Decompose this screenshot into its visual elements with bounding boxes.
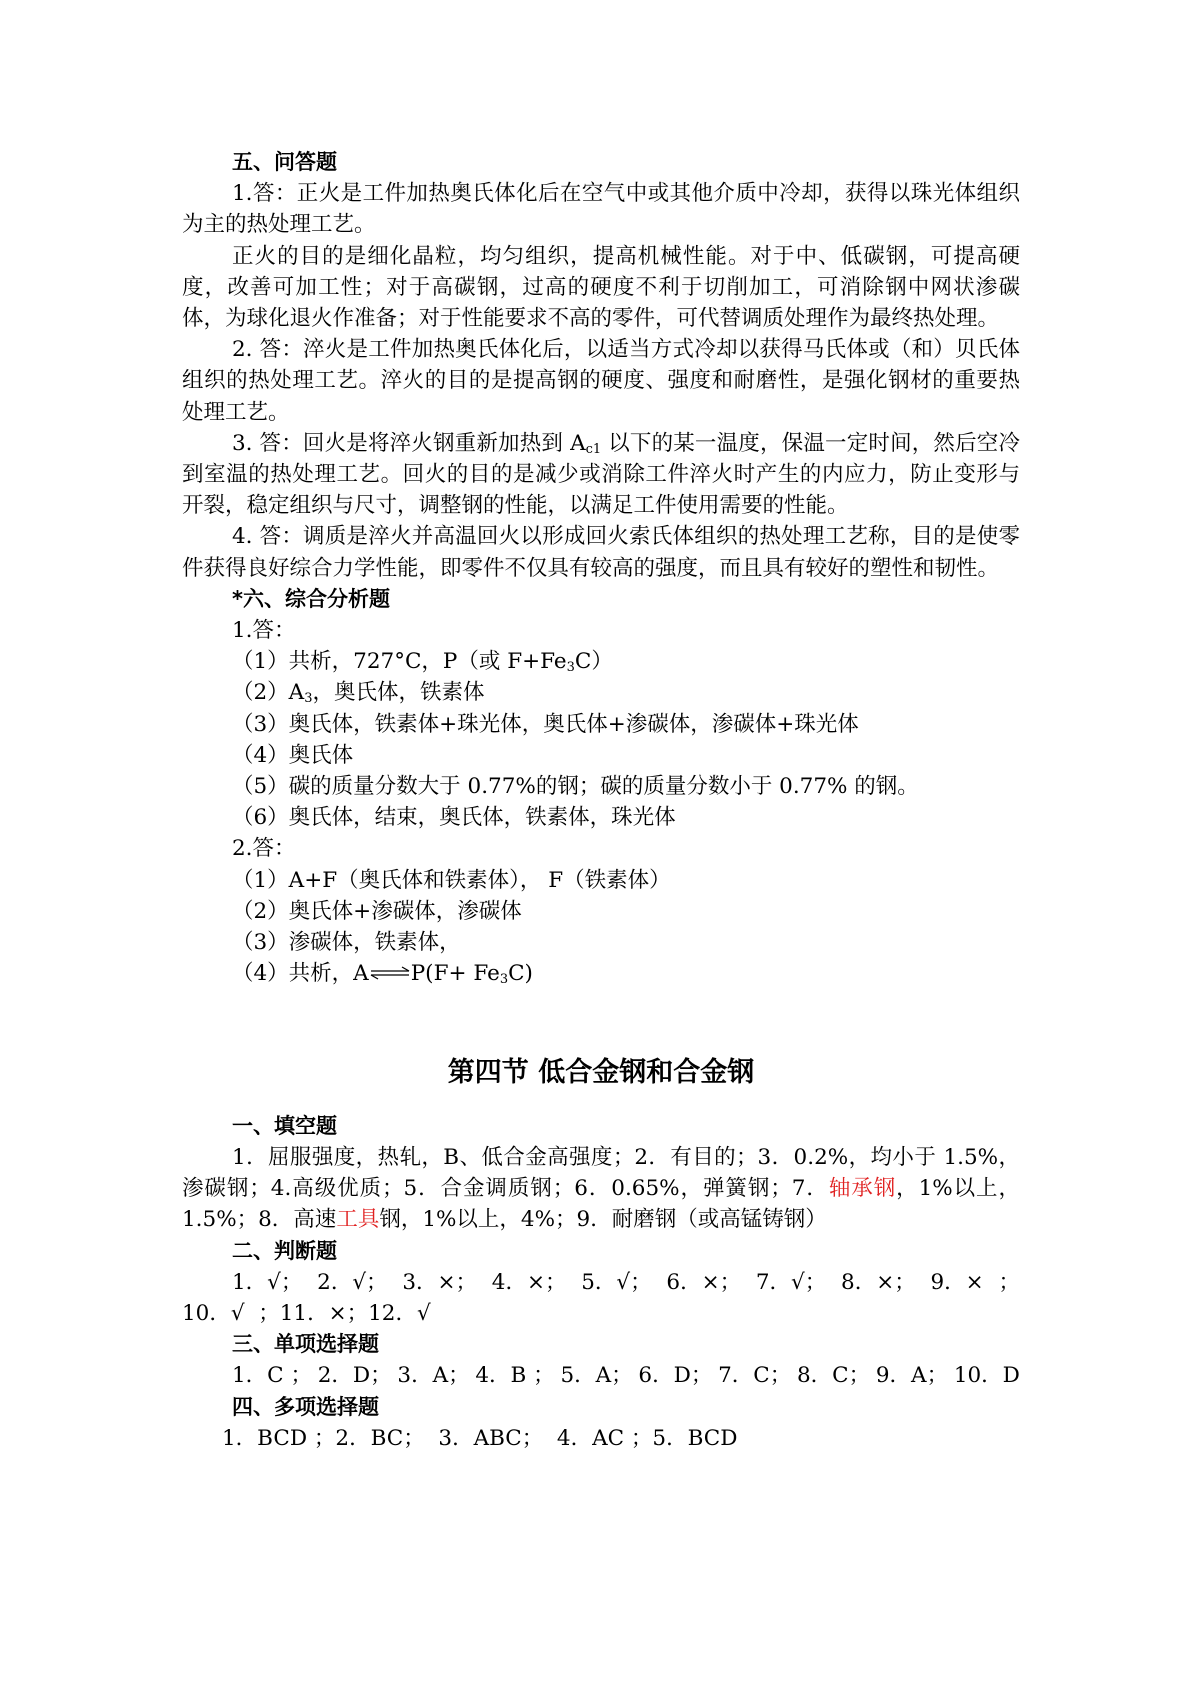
judge-answer: 1．√； <box>232 1269 303 1295</box>
judge-answer: 3．×； <box>402 1269 478 1295</box>
single-answer: 10．D <box>953 1363 1020 1389</box>
q2-item-3: （3）渗碳体，铁素体， <box>232 930 461 956</box>
q1-item-2-tail: ，奥氏体，铁素体 <box>312 680 485 706</box>
highlight-text: 轴承钢 <box>828 1176 897 1202</box>
subscript: c1 <box>585 441 602 457</box>
single-answer: 2．D； <box>317 1363 392 1389</box>
judge-answer: 7．√； <box>755 1269 827 1295</box>
q1-item-1-tail: C） <box>574 649 613 675</box>
question-2-label: 2.答： <box>232 836 296 862</box>
fill-text-b: ，1%以上，1.5%；8．高速 <box>182 1176 1020 1233</box>
fill-text-a: 1．屈服强度，热轧，B、低合金高强度；2．有目的；3．0.2%，均小于 1.5%，渗碳钢；4.高级优质；5．合金调质钢；6．0.65%，弹簧钢；7． <box>182 1144 1020 1202</box>
q1-item-3: （3）奥氏体，铁素体+珠光体，奥氏体+渗碳体，渗碳体+珠光体 <box>232 711 859 737</box>
section-heading-single: 三、单项选择题 <box>232 1332 379 1357</box>
answer-3-text-end: 以下的某一温度，保温一定时间，然后空冷到室温的热处理工艺。回火的目的是减少或消除工件淬火时产生的内应力，防止变形与开裂，稳定组织与尺寸，调整钢的性能，以满足工件使用需要的性能。 <box>182 430 1020 519</box>
single-answer: 7．C； <box>718 1363 792 1389</box>
answer-2-paragraph: 2. 答：淬火是工件加热奥氏体化后，以适当方式冷却以获得马氏体或（和）贝氏体组织的热处理工艺。淬火的目的是提高钢的硬度、强度和耐磨性，是强化钢材的重要热处理工艺。 <box>182 337 1020 425</box>
judge-answer: 9．× <box>930 1269 984 1295</box>
judge-answer: 4．×； <box>491 1269 567 1295</box>
judge-answer: ； <box>998 1269 1020 1295</box>
question-1-label: 1.答： <box>232 618 296 644</box>
single-choice-answers <box>182 1360 1020 1391</box>
page-content <box>182 147 1020 1454</box>
q1-item-1 <box>182 646 1020 677</box>
single-answer: 9．A； <box>875 1363 949 1389</box>
multi-choice-answers: 1．BCD ；2．BC； 3．ABC； 4．AC ；5．BCD <box>222 1425 738 1451</box>
subscript: 3 <box>566 660 575 676</box>
answer-3-text-start: 3. 答：回火是将淬火钢重新加热到 A <box>232 430 586 456</box>
q1-item-2 <box>182 677 1020 708</box>
section-heading-fill: 一、填空题 <box>232 1113 337 1138</box>
q2-item-2: （2）奥氏体+渗碳体，渗碳体 <box>232 898 522 924</box>
judge-answers-row-2: 10．√ ；11．×；12．√ <box>182 1300 431 1326</box>
fill-answers <box>182 1142 1020 1236</box>
single-answer: 1．C ； <box>232 1363 312 1389</box>
q2-item-4 <box>182 958 1020 989</box>
q1-item-2-text: （2）A <box>232 680 305 706</box>
single-answer: 5．A； <box>560 1363 633 1389</box>
section-heading-multi: 四、多项选择题 <box>232 1394 379 1419</box>
q1-item-5: （5）碳的质量分数大于 0.77%的钢；碳的质量分数小于 0.77% 的钢。 <box>232 774 919 800</box>
q2-item-1: （1）A+F（奥氏体和铁素体）， F（铁素体） <box>232 867 671 893</box>
single-answer: 3．A； <box>397 1363 470 1389</box>
highlight-text: 工具 <box>336 1207 380 1233</box>
section-title: 第四节 低合金钢和合金钢 <box>447 1057 755 1089</box>
judge-answer: 8．×； <box>841 1269 916 1295</box>
answer-3-paragraph <box>182 428 1020 522</box>
subscript: 3 <box>499 972 509 988</box>
q1-item-4: （4）奥氏体 <box>232 742 354 768</box>
subscript: 3 <box>304 691 313 707</box>
single-answer: 4．B ； <box>475 1363 555 1389</box>
section-heading-analysis: *六、综合分析题 <box>232 586 390 611</box>
single-answer: 8．C； <box>796 1363 871 1389</box>
reversible-reaction-arrow-icon <box>369 963 411 983</box>
judge-answer: 2．√； <box>317 1269 388 1295</box>
section-heading-qa: 五、问答题 <box>232 150 337 174</box>
answer-1-paragraph-2: 正火的目的是细化晶粒，均匀组织，提高机械性能。对于中、低碳钢，可提高硬度，改善可加工性；对于高碳钢，过高的硬度不利于切削加工，可消除钢中网状渗碳体，为球化退火作准备；对于性能要求不高的零件，可代替调质处理作为最终热处理。 <box>182 243 1020 332</box>
q2-item-4-tail: C) <box>508 961 533 987</box>
q2-item-4-formula: P(F+ Fe <box>410 961 500 987</box>
judge-answer: 5．√； <box>581 1269 652 1295</box>
answer-1-paragraph-1: 1.答：正火是工件加热奥氏体化后在空气中或其他介质中冷却，获得以珠光体组织为主的热处理工艺。 <box>182 181 1020 238</box>
judge-answer: 6．×； <box>666 1269 742 1295</box>
fill-text-c: 钢，1%以上，4%；9．耐磨钢（或高锰铸钢） <box>379 1207 827 1233</box>
answer-4-paragraph: 4. 答：调质是淬火并高温回火以形成回火索氏体组织的热处理工艺称，目的是使零件获得良好综合力学性能，即零件不仅具有较高的强度，而且具有较好的塑性和韧性。 <box>182 524 1020 581</box>
single-answer: 6．D； <box>638 1363 713 1389</box>
section-heading-judge: 二、判断题 <box>232 1238 337 1263</box>
q1-item-6: （6）奥氏体，结束，奥氏体，铁素体，珠光体 <box>232 805 676 831</box>
q2-item-4-text: （4）共析，A <box>232 961 369 987</box>
q1-item-1-text: （1）共析，727°C，P（或 F+Fe <box>232 649 567 675</box>
judge-answers-row-1 <box>182 1267 1020 1298</box>
